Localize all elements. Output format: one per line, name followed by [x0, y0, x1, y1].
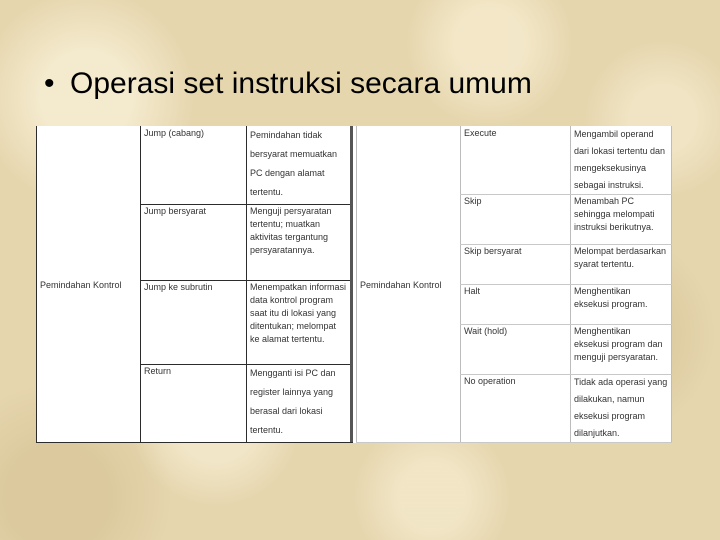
- right-desc-cell-2: Menambah PC sehingga melompati instruksi berikutnya.: [574, 196, 655, 232]
- right-desc-cell-1: Mengambil operand dari lokasi tertentu dan mengeksekusinya sebagai instruksi.: [574, 129, 666, 190]
- left-category-label: Pemindahan Kontrol: [40, 280, 122, 290]
- right-op-cell-5: Wait (hold): [464, 326, 508, 336]
- right-row-line-4: [460, 324, 672, 325]
- left-row-line-2: [140, 280, 350, 281]
- right-desc-cell-5: Menghentikan eksekusi program dan menguji persyaratan.: [574, 326, 663, 362]
- left-table: [36, 126, 354, 443]
- left-op-cell-4: Return: [144, 366, 172, 376]
- right-table: [354, 126, 672, 443]
- right-op-cell-2: Skip: [464, 196, 482, 206]
- left-desc-cell-2: Menguji persyaratan tertentu; muatkan aktivitas tergantung persyaratannya.: [250, 206, 332, 255]
- left-border-right: [350, 126, 353, 443]
- left-row-line-1: [140, 204, 350, 205]
- right-op-cell-6: No operation: [464, 376, 516, 386]
- left-desc-cell-3: Menempatkan informasi data kontrol program saat itu di lokasi yang ditentukan; melompat ke alamat tertentu.: [250, 282, 347, 344]
- left-category-cell: [36, 278, 140, 293]
- right-row-line-2: [460, 244, 672, 245]
- right-desc-cell-3: Melompat berdasarkan syarat tertentu.: [574, 246, 667, 269]
- bullet: •: [44, 67, 55, 100]
- left-op-cell-1: Jump (cabang): [144, 128, 205, 138]
- right-border-left: [356, 126, 357, 443]
- right-row-line-5: [460, 374, 672, 375]
- left-divider-2: [246, 126, 247, 443]
- left-desc-cell-4: Mengganti isi PC dan register lainnya yang berasal dari lokasi tertentu.: [250, 368, 336, 435]
- left-border-bottom: [36, 442, 353, 443]
- right-border-bottom: [356, 442, 672, 443]
- right-category-cell: [356, 278, 460, 293]
- slide-title: Operasi set instruksi secara umum: [70, 67, 532, 100]
- right-category-label: Pemindahan Kontrol: [360, 280, 442, 290]
- left-row-line-3: [140, 364, 350, 365]
- right-row-line-3: [460, 284, 672, 285]
- right-desc-cell-4: Menghentikan eksekusi program.: [574, 286, 648, 309]
- right-op-cell-4: Halt: [464, 286, 481, 296]
- left-op-cell-2: Jump bersyarat: [144, 206, 207, 216]
- right-op-cell-1: Execute: [464, 128, 497, 138]
- left-op-cell-3: Jump ke subrutin: [144, 282, 213, 292]
- slide-title-row: [44, 66, 532, 102]
- right-row-line-1: [460, 194, 672, 195]
- left-divider-1: [140, 126, 141, 443]
- right-op-cell-3: Skip bersyarat: [464, 246, 522, 256]
- left-border-left: [36, 126, 37, 443]
- right-desc-cell-6: Tidak ada operasi yang dilakukan, namun eksekusi program dilanjutkan.: [574, 377, 668, 438]
- left-desc-cell-1: Pemindahan tidak bersyarat memuatkan PC dengan alamat tertentu.: [250, 130, 338, 197]
